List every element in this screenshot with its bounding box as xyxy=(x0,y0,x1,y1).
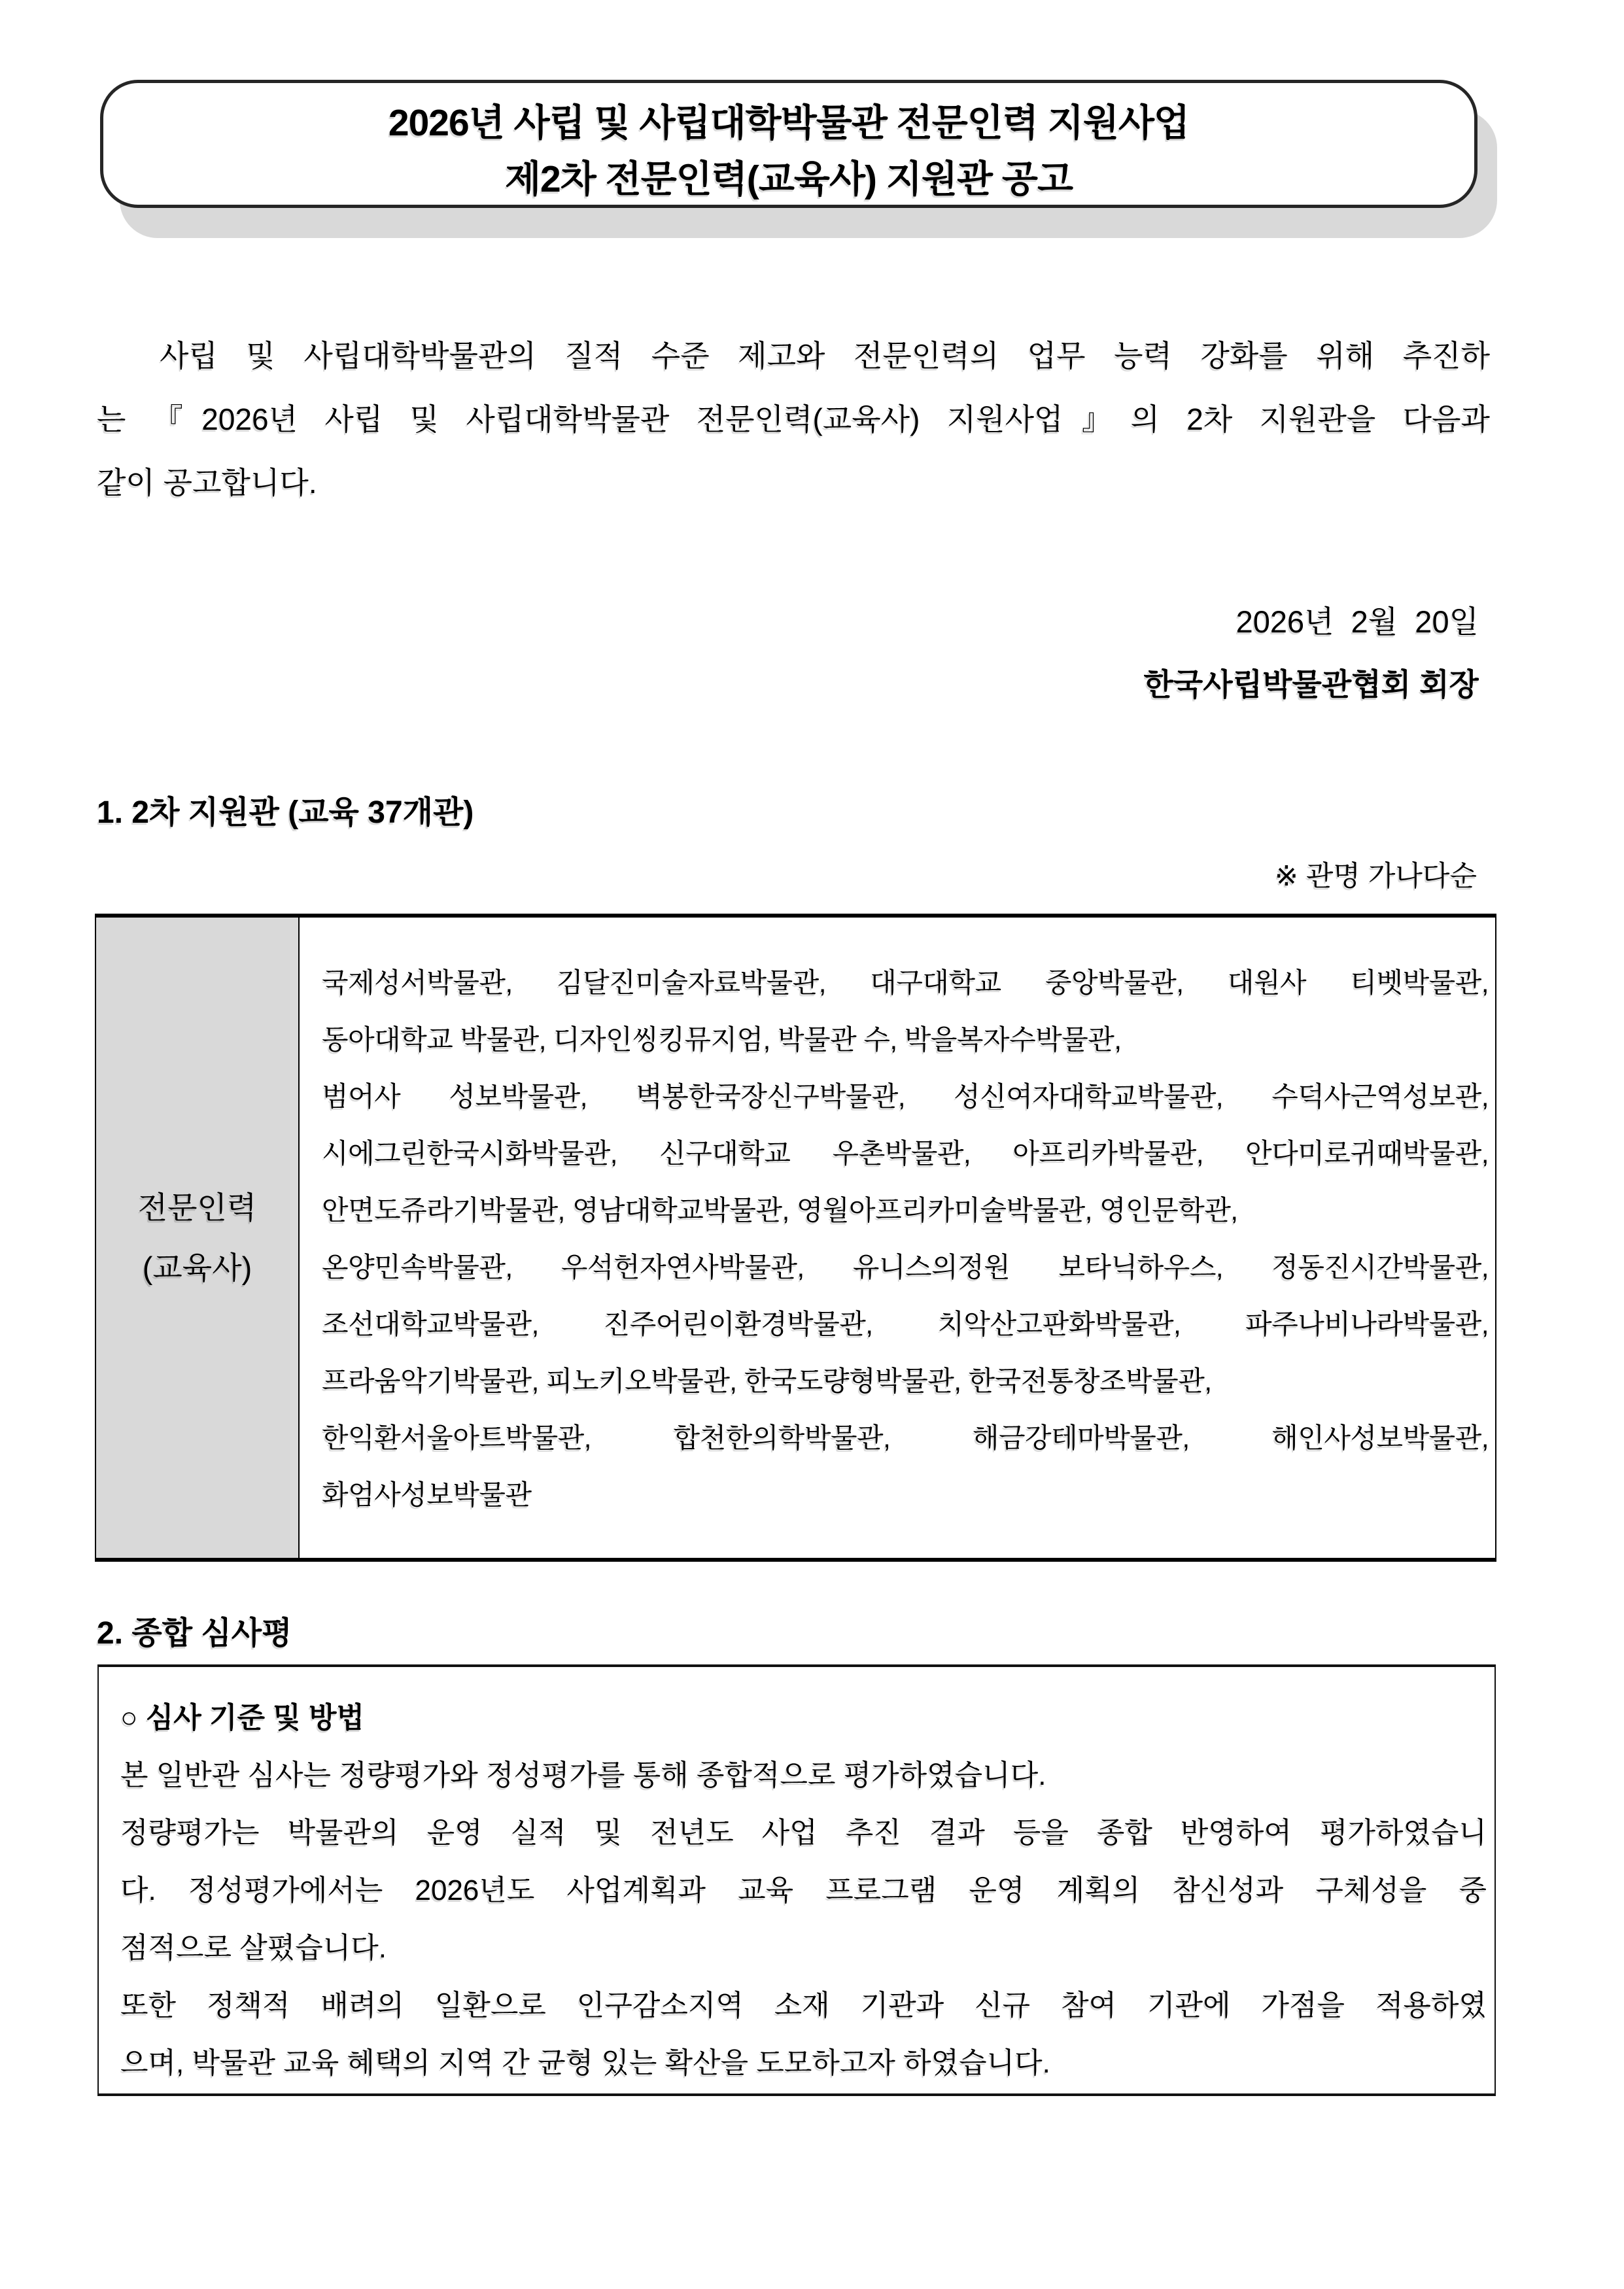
museum-list-line: 시에그린한국시화박물관, 신구대학교 우촌박물관, 아프리카박물관, 안다미로귀때박물관, xyxy=(322,1138,1489,1169)
review-line: 으며, 박물관 교육 혜택의 지역 간 균형 있는 확산을 도모하고자 하였습니다. xyxy=(120,2047,1050,2079)
review-line: 다. 정성평가에서는 2026년도 사업계획과 교육 프로그램 운영 계획의 참신성과 구체성을 중 xyxy=(120,1874,1487,1906)
row-header-line: (교육사) xyxy=(142,1250,252,1285)
museum-list-line: 안면도쥬라기박물관, 영남대학교박물관, 영월아프리카미술박물관, 영인문학관, xyxy=(322,1195,1238,1226)
museum-list-line: 국제성서박물관, 김달진미술자료박물관, 대구대학교 중앙박물관, 대원사 티벳박물관, xyxy=(322,967,1489,998)
title-line-2: 제2차 전문인력(교육사) 지원관 공고 xyxy=(504,158,1073,200)
issuer: 한국사립박물관협회 회장 xyxy=(1143,667,1479,702)
review-summary-box xyxy=(97,1664,1496,2096)
museum-list-line: 조선대학교박물관, 진주어린이환경박물관, 치악산고판화박물관, 파주나비나라박물관, xyxy=(322,1309,1489,1339)
museum-list-cell xyxy=(300,918,1495,1558)
museum-list-line: 동아대학교 박물관, 디자인씽킹뮤지엄, 박물관 수, 박을복자수박물관, xyxy=(322,1024,1122,1055)
date-block xyxy=(1144,591,1479,716)
title-box xyxy=(100,80,1477,208)
intro-line: 사립 및 사립대학박물관의 질적 수준 제고와 전문인력의 업무 능력 강화를 위해 추진하 xyxy=(160,339,1490,373)
title-line-1: 2026년 사립 및 사립대학박물관 전문인력 지원사업 xyxy=(388,102,1190,144)
section2-heading: 2. 종합 심사평 xyxy=(97,1616,292,1651)
review-criteria-heading: ○ 심사 기준 및 방법 xyxy=(120,1702,365,1734)
announcement-date: 2026년 2월 20일 xyxy=(1235,604,1479,639)
intro-line: 같이 공고합니다. xyxy=(97,466,317,500)
museum-list-line: 범어사 성보박물관, 벽봉한국장신구박물관, 성신여자대학교박물관, 수덕사근역성보관, xyxy=(322,1081,1489,1112)
museum-list-line: 한익환서울아트박물관, 합천한의학박물관, 해금강테마박물관, 해인사성보박물관, xyxy=(322,1422,1489,1453)
museum-list-line: 온양민속박물관, 우석헌자연사박물관, 유니스의정원 보타닉하우스, 정동진시간박물관, xyxy=(322,1252,1489,1282)
section1-heading: 1. 2차 지원관 (교육 37개관) xyxy=(97,795,474,830)
review-line: 본 일반관 심사는 정량평가와 정성평가를 통해 종합적으로 평가하였습니다. xyxy=(120,1759,1046,1791)
intro-line: 는 『2026년 사립 및 사립대학박물관 전문인력(교육사) 지원사업』의 2차 지원관을 다음과 xyxy=(97,402,1490,436)
table-row-header xyxy=(96,918,300,1558)
review-line: 정량평가는 박물관의 운영 실적 및 전년도 사업 추진 결과 등을 종합 반영하여 평가하였습니 xyxy=(120,1817,1487,1849)
intro-paragraph xyxy=(97,324,1490,515)
sort-order-note: ※ 관명 가나다순 xyxy=(1274,861,1477,892)
museum-list-line: 화엄사성보박물관 xyxy=(322,1479,532,1510)
review-line: 또한 정책적 배려의 일환으로 인구감소지역 소재 기관과 신규 참여 기관에 가점을 적용하였 xyxy=(120,1989,1487,2022)
row-header-line: 전문인력 xyxy=(137,1190,257,1225)
museum-list-line: 프라움악기박물관, 피노키오박물관, 한국도량형박물관, 한국전통창조박물관, xyxy=(322,1366,1212,1396)
review-line: 점적으로 살폈습니다. xyxy=(120,1932,387,1964)
supported-museums-table xyxy=(95,914,1496,1562)
